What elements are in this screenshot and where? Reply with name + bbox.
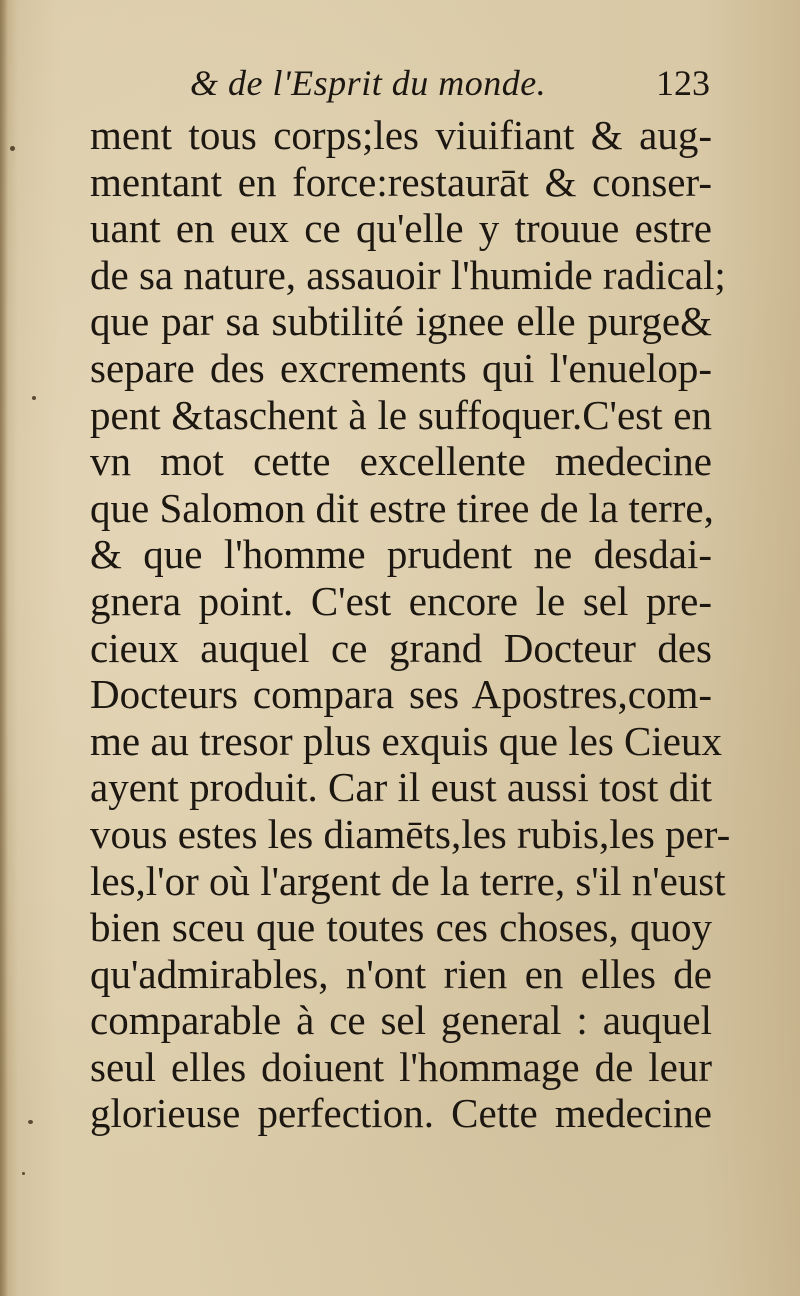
text-line: de sa nature, assauoir l'humide radical; xyxy=(90,251,726,298)
text-line: gnera point. C'est encore le sel pre- xyxy=(90,577,712,624)
text-line: vn mot cette excellente medecine xyxy=(90,438,712,485)
paper-speck xyxy=(22,1172,25,1175)
text-line: mentant en force:restaurāt & conser- xyxy=(90,158,712,205)
text-line: que Salomon dit estre tiree de la terre, xyxy=(90,484,714,531)
text-line: ayent produit. Car il eust aussi tost dit xyxy=(90,764,712,811)
text-line: glorieuse perfection. Cette medecine xyxy=(90,1090,712,1137)
text-line: bien sceu que toutes ces choses, quoy xyxy=(90,904,712,951)
text-line: pent &taschent à le suffoquer.C'est en xyxy=(90,391,712,438)
text-line: uant en eux ce qu'elle y trouue estre xyxy=(90,205,712,252)
text-line: cieux auquel ce grand Docteur des xyxy=(90,624,712,671)
running-title: & de l'Esprit du monde. xyxy=(190,63,547,103)
page-header xyxy=(190,62,710,108)
paper-speck xyxy=(10,146,15,151)
text-line: comparable à ce sel general : auquel xyxy=(90,997,712,1044)
paper-speck xyxy=(32,396,36,400)
text-line: vous estes les diamēts,les rubis,les per- xyxy=(90,810,731,857)
text-line: Docteurs compara ses Apostres,com- xyxy=(90,671,712,718)
text-line: me au tresor plus exquis que les Cieux xyxy=(90,717,722,764)
body-text xyxy=(90,112,731,1137)
text-line: seul elles doiuent l'hommage de leur xyxy=(90,1043,712,1090)
page-number: 123 xyxy=(656,63,710,103)
text-line: que par sa subtilité ignee elle purge& xyxy=(90,298,712,345)
text-line: separe des excrements qui l'enuelop- xyxy=(90,344,712,391)
text-line: les,l'or où l'argent de la terre, s'il n'eust xyxy=(90,857,726,904)
text-line: qu'admirables, n'ont rien en elles de xyxy=(90,950,712,997)
text-line: & que l'homme prudent ne desdai- xyxy=(90,531,712,578)
text-line: ment tous corps;les viuifiant & aug- xyxy=(90,112,712,158)
paper-speck xyxy=(28,1120,33,1124)
